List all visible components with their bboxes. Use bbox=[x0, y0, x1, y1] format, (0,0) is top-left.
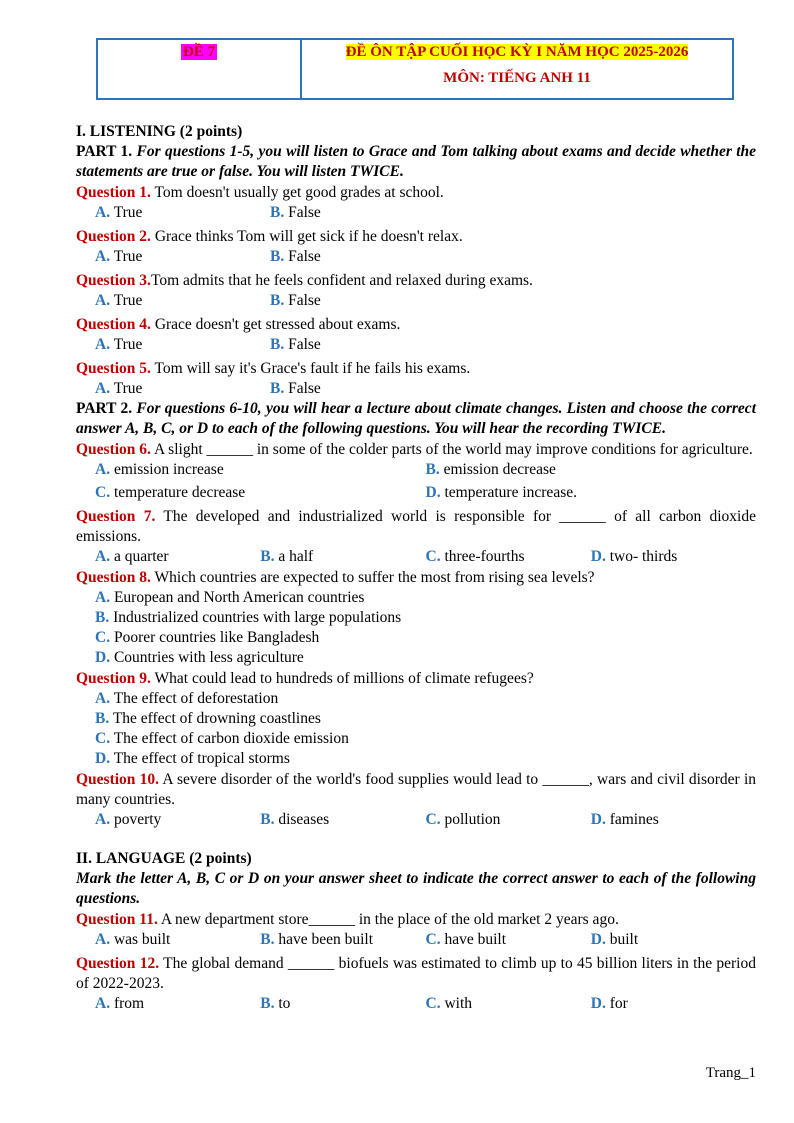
question-10: Question 10. A severe disorder of the world's food supplies would lead to ______, wars and civil disorder in many countries. bbox=[76, 771, 756, 808]
question-2-options bbox=[76, 247, 756, 267]
part1-instruction: PART 1. For questions 1-5, you will listen to Grace and Tom talking about exams and decide whether the statements are true or false. You will listen TWICE. bbox=[76, 143, 757, 180]
question-5-options bbox=[76, 379, 756, 399]
option-a[interactable]: A. a quarter bbox=[95, 548, 169, 565]
option-d[interactable]: D. temperature increase. bbox=[425, 484, 577, 501]
option-a[interactable]: A. from bbox=[95, 995, 145, 1012]
option-d[interactable]: D. The effect of tropical storms bbox=[95, 750, 290, 767]
option-a[interactable]: A. True bbox=[95, 292, 143, 309]
option-c[interactable]: C. pollution bbox=[425, 811, 501, 828]
question-3-options bbox=[76, 291, 756, 311]
section-listening-title: I. LISTENING (2 points) bbox=[76, 123, 243, 140]
question-9-options bbox=[76, 689, 756, 769]
question-4: Question 4. Grace doesn't get stressed about exams. bbox=[76, 316, 401, 333]
question-7: Question 7. The developed and industrialized world is responsible for ______ of all carbon dioxide emissions. bbox=[76, 508, 756, 545]
question-5: Question 5. Tom will say it's Grace's fault if he fails his exams. bbox=[76, 360, 471, 377]
option-d[interactable]: D. famines bbox=[590, 811, 659, 828]
section-language-instruction: Mark the letter A, B, C or D on your answer sheet to indicate the correct answer to each of the following questions. bbox=[76, 870, 756, 907]
exam-code-cell bbox=[98, 40, 302, 98]
option-d[interactable]: D. for bbox=[590, 995, 628, 1012]
exam-title: ĐỀ ÔN TẬP CUỐI HỌC KỲ I NĂM HỌC 2025-2026 bbox=[345, 44, 689, 60]
question-2: Question 2. Grace thinks Tom will get sick if he doesn't relax. bbox=[76, 228, 463, 245]
question-11: Question 11. A new department store______ in the place of the old market 2 years ago. bbox=[76, 911, 619, 928]
option-a[interactable]: A. True bbox=[95, 336, 143, 353]
option-c[interactable]: C. Poorer countries like Bangladesh bbox=[95, 629, 320, 646]
option-b[interactable]: B. Industrialized countries with large populations bbox=[95, 609, 402, 626]
option-a[interactable]: A. True bbox=[95, 204, 143, 221]
exam-subject: MÔN: TIẾNG ANH 11 bbox=[443, 70, 591, 86]
option-c[interactable]: C. with bbox=[425, 995, 473, 1012]
exam-title-cell bbox=[302, 40, 732, 98]
option-d[interactable]: D. two- thirds bbox=[590, 548, 678, 565]
option-d[interactable]: D. built bbox=[590, 931, 639, 948]
option-b[interactable]: B. have been built bbox=[260, 931, 374, 948]
question-10-options bbox=[76, 810, 756, 830]
part2-instruction: PART 2. For questions 6-10, you will hear a lecture about climate changes. Listen and choose the correct answer A, B, C, or D to each of the following questions. You will hear the recording TWICE. bbox=[76, 400, 756, 437]
question-6-options-row2 bbox=[76, 483, 756, 503]
question-11-options bbox=[76, 930, 756, 950]
option-b[interactable]: B. False bbox=[270, 380, 321, 397]
exam-code: ĐỀ 7 bbox=[182, 44, 216, 60]
exam-content bbox=[76, 122, 756, 1014]
option-c[interactable]: C. The effect of carbon dioxide emission bbox=[95, 730, 349, 747]
exam-header bbox=[96, 38, 734, 100]
option-b[interactable]: B. The effect of drowning coastlines bbox=[95, 710, 321, 727]
section-language-title: II. LANGUAGE (2 points) bbox=[76, 850, 252, 867]
question-3: Question 3.Tom admits that he feels confident and relaxed during exams. bbox=[76, 272, 533, 289]
option-c[interactable]: C. temperature decrease bbox=[95, 484, 246, 501]
option-b[interactable]: B. emission decrease bbox=[425, 461, 556, 478]
question-6: Question 6. A slight ______ in some of the colder parts of the world may improve conditions for agriculture. bbox=[76, 441, 753, 458]
option-a[interactable]: A. was built bbox=[95, 931, 171, 948]
option-a[interactable]: A. The effect of deforestation bbox=[95, 690, 279, 707]
option-c[interactable]: C. have built bbox=[425, 931, 507, 948]
question-8-options bbox=[76, 588, 756, 668]
question-12: Question 12. The global demand ______ biofuels was estimated to climb up to 45 billion liters in the period of 2022-2023. bbox=[76, 955, 756, 992]
option-a[interactable]: A. True bbox=[95, 380, 143, 397]
option-b[interactable]: B. False bbox=[270, 204, 321, 221]
option-b[interactable]: B. False bbox=[270, 248, 321, 265]
question-1: Question 1. Tom doesn't usually get good grades at school. bbox=[76, 184, 444, 201]
question-12-options bbox=[76, 994, 756, 1014]
option-c[interactable]: C. three-fourths bbox=[425, 548, 525, 565]
question-6-options-row1 bbox=[76, 460, 756, 480]
question-9: Question 9. What could lead to hundreds of millions of climate refugees? bbox=[76, 670, 534, 687]
option-b[interactable]: B. False bbox=[270, 336, 321, 353]
option-a[interactable]: A. True bbox=[95, 248, 143, 265]
option-b[interactable]: B. False bbox=[270, 292, 321, 309]
option-a[interactable]: A. European and North American countries bbox=[95, 589, 365, 606]
option-b[interactable]: B. a half bbox=[260, 548, 314, 565]
question-7-options bbox=[76, 547, 756, 567]
page-number: Trang_1 bbox=[705, 1065, 756, 1081]
option-b[interactable]: B. diseases bbox=[260, 811, 330, 828]
option-a[interactable]: A. poverty bbox=[95, 811, 162, 828]
question-8: Question 8. Which countries are expected to suffer the most from rising sea levels? bbox=[76, 569, 595, 586]
question-4-options bbox=[76, 335, 756, 355]
option-a[interactable]: A. emission increase bbox=[95, 461, 224, 478]
option-b[interactable]: B. to bbox=[260, 995, 291, 1012]
option-d[interactable]: D. Countries with less agriculture bbox=[95, 649, 304, 666]
question-1-options bbox=[76, 203, 756, 223]
